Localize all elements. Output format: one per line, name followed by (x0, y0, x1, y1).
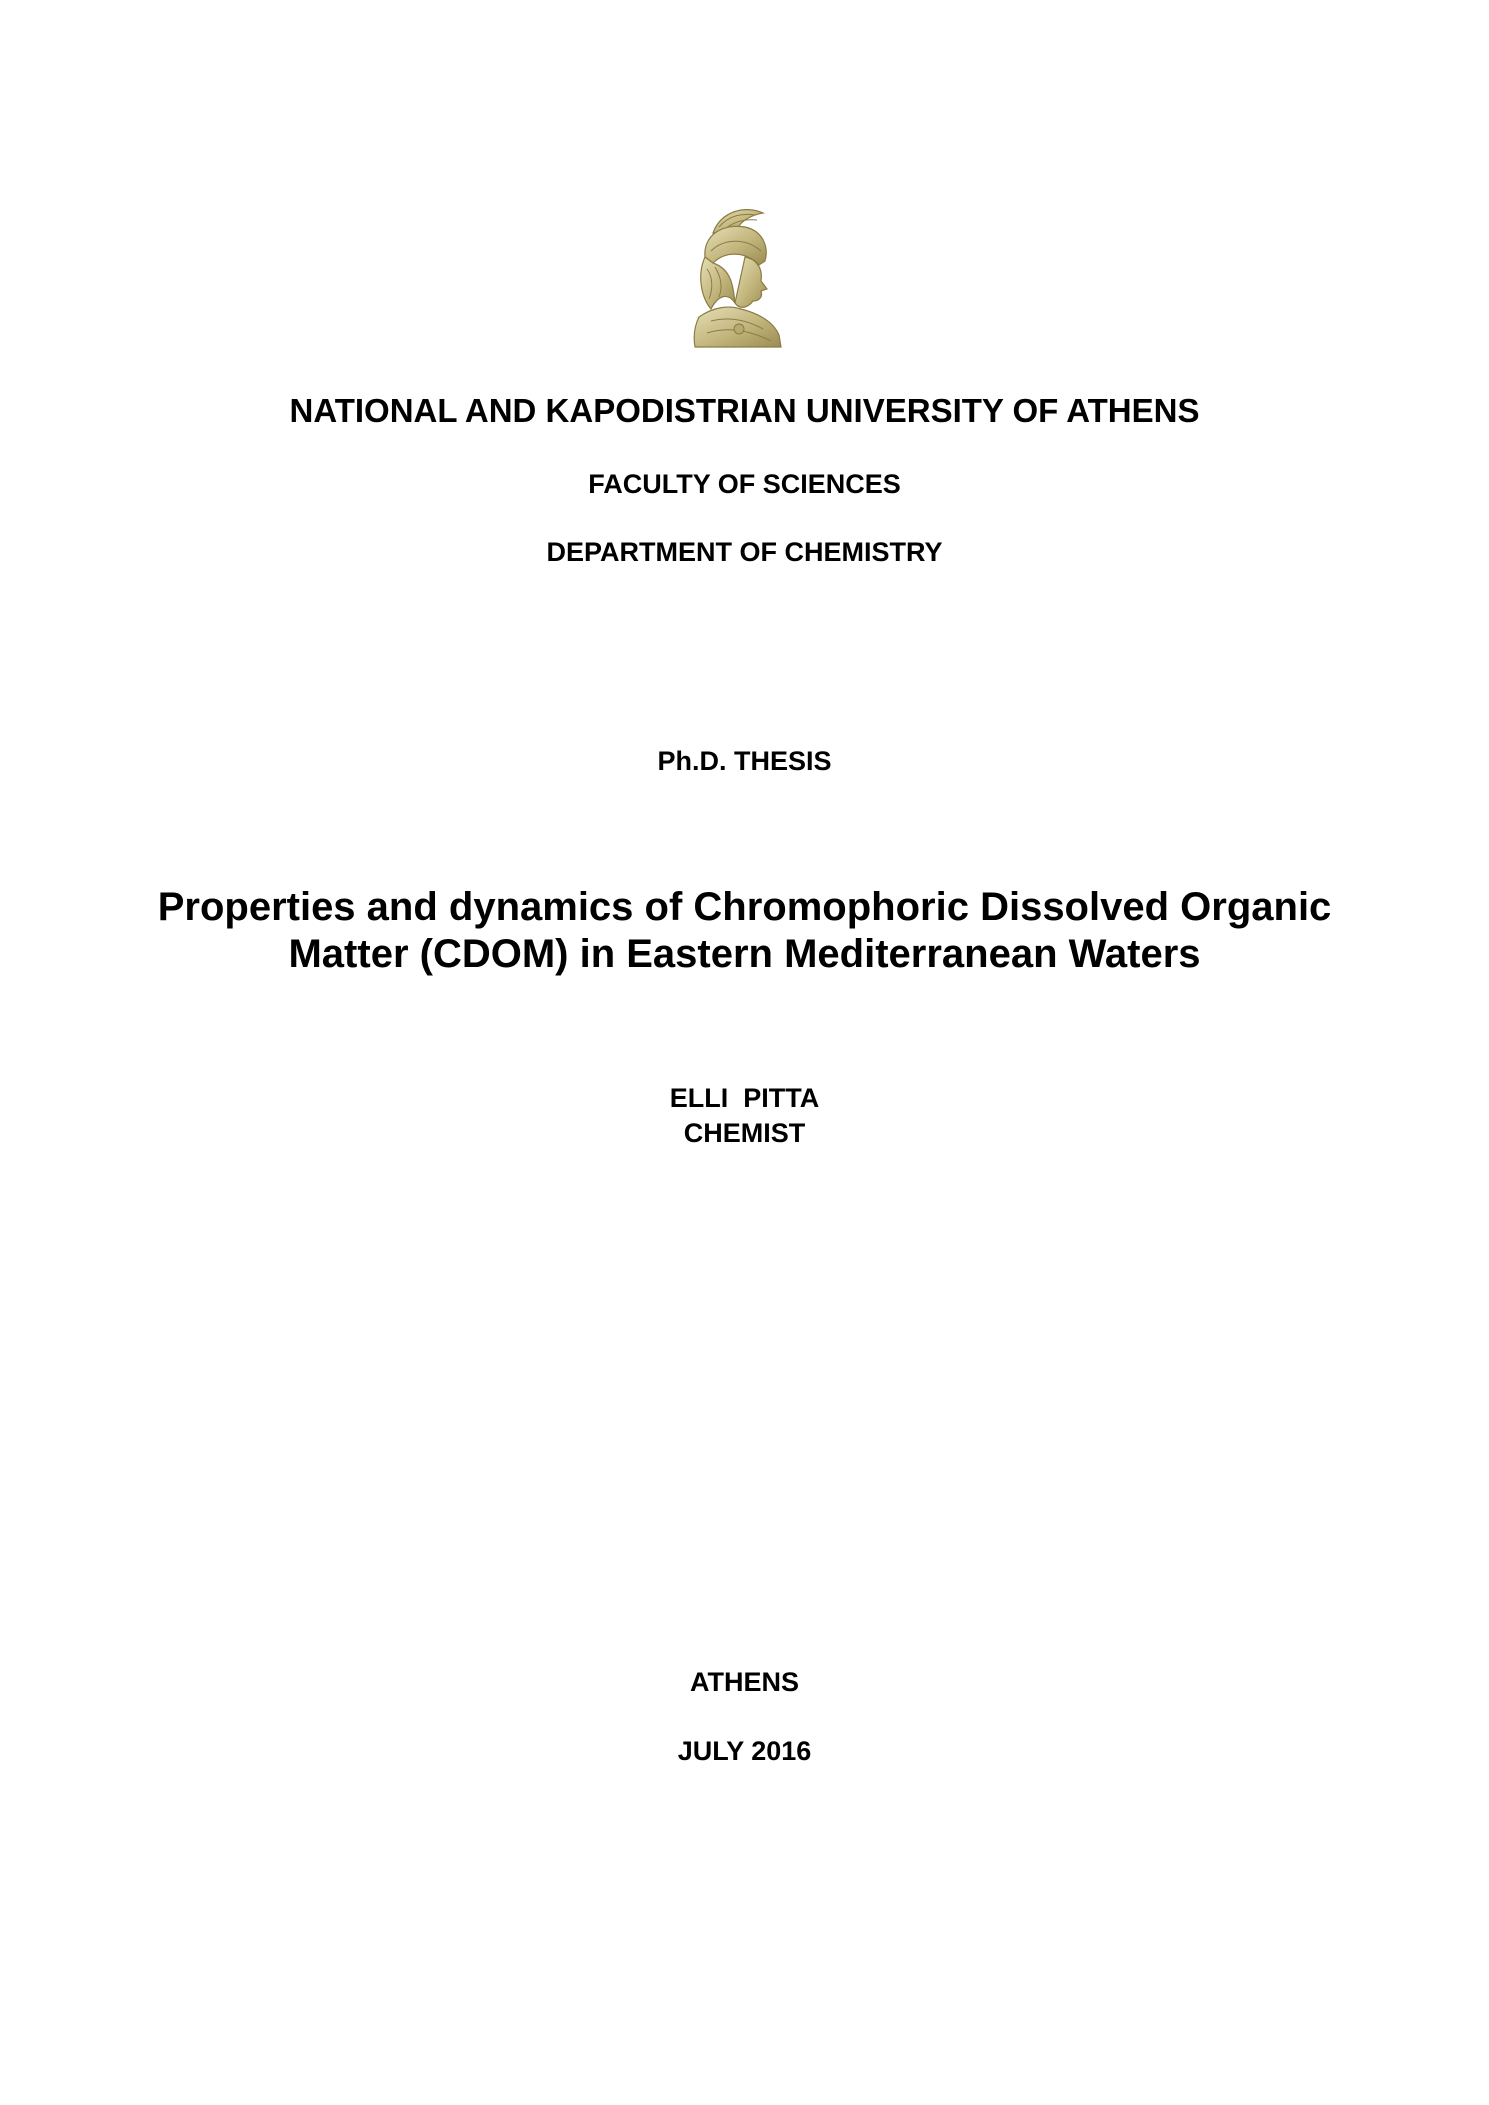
university-name: NATIONAL AND KAPODISTRIAN UNIVERSITY OF ATHENS (289, 392, 1200, 429)
athena-head-emblem-icon (683, 205, 793, 350)
thesis-title (0, 884, 1489, 978)
author-block (0, 1081, 1489, 1151)
faculty-name: FACULTY OF SCIENCES (588, 469, 901, 499)
degree-type: Ph.D. THESIS (657, 746, 832, 776)
thesis-title-line-2: Matter (CDOM) in Eastern Mediterranean Waters (288, 932, 1201, 976)
thesis-title-line-1: Properties and dynamics of Chromophoric Dissolved Organic (157, 885, 1332, 929)
author-name: ELLI PITTA (669, 1083, 820, 1113)
publication-city: ATHENS (689, 1667, 799, 1697)
department-name: DEPARTMENT OF CHEMISTRY (546, 537, 943, 567)
author-role: CHEMIST (683, 1118, 806, 1148)
publication-date: JULY 2016 (677, 1736, 812, 1766)
